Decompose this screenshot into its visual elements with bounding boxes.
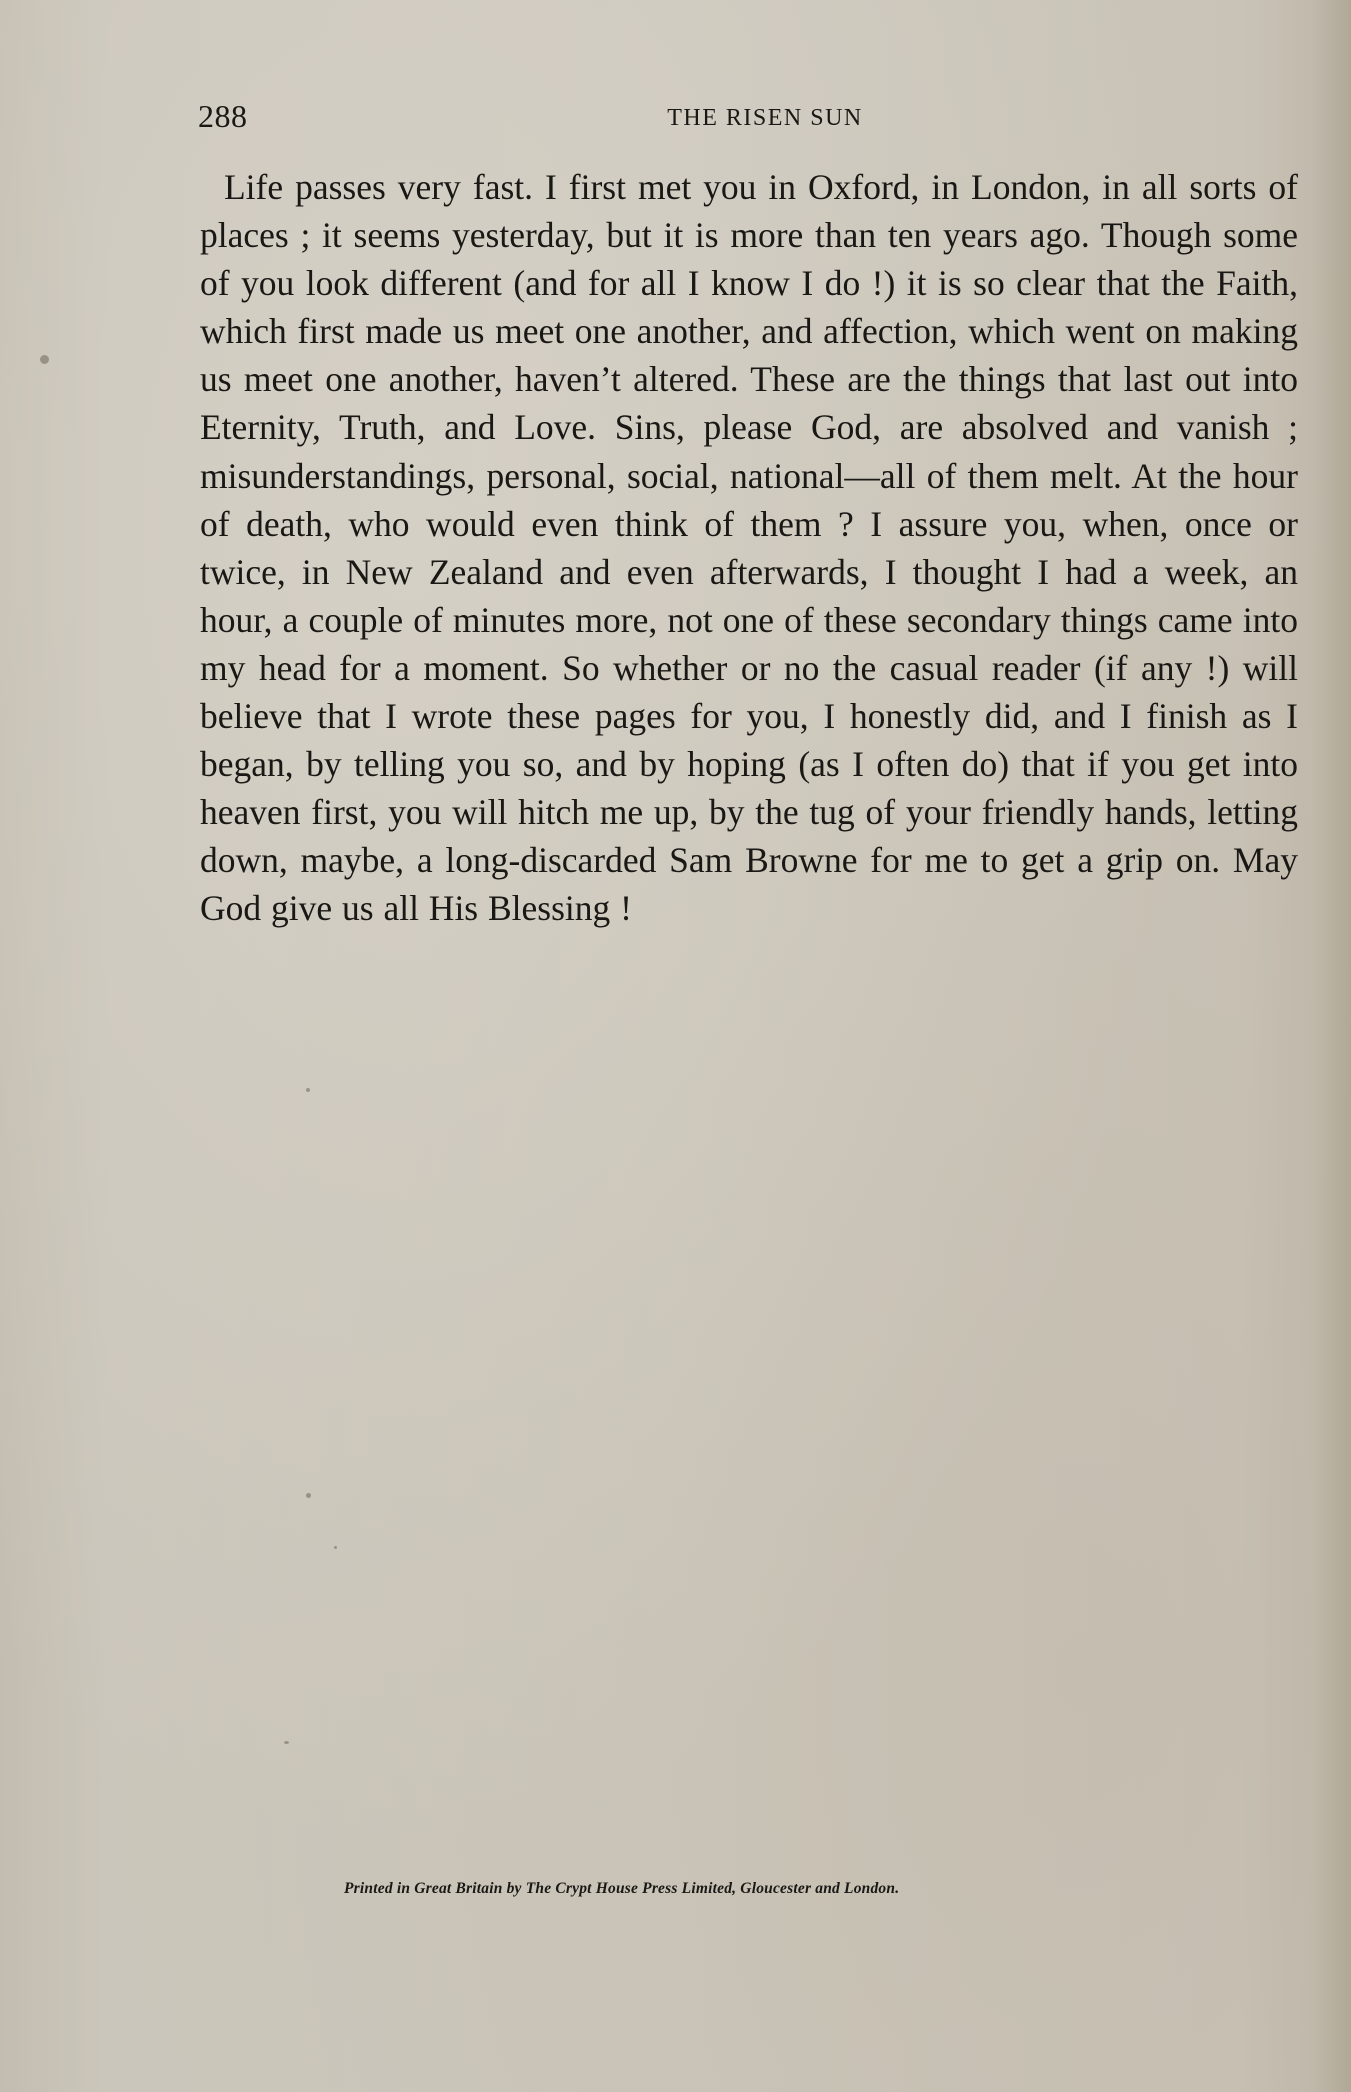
running-title: THE RISEN SUN [667, 105, 863, 131]
body-paragraph: Life passes very fast. I first met you in Oxford, in London, in all sorts of places ; it seems yesterday, but it is more than ten years ago. Though some of you look different (and for all I know I do !) it is so clear that the Faith, which first made us meet one another, and affection, which went on making us meet one another, haven’t altered. These are the things that last out into Eternity, Truth, and Love. Sins, please God, are absolved and vanish ; misunderstandings, personal, social, national—all of them melt. At the hour of death, who would even think of them ? I assure you, when, once or twice, in New Zealand and even afterwards, I thought I had a week, an hour, a couple of minutes more, not one of these secondary things came into my head for a moment. So whether or no the casual reader (if any !) will believe that I wrote these pages for you, I honestly did, and I finish as I began, by telling you so, and by hoping (as I often do) that if you get into heaven first, you will hitch me up, by the tug of your friendly hands, letting down, maybe, a long-discarded Sam Browne for me to get a grip on. May God give us all His Blessing ! [200, 167, 1298, 929]
page-number: 288 [198, 98, 248, 134]
paper-speck [306, 1088, 310, 1092]
paper-speck [334, 1546, 337, 1549]
paper-speck [284, 1741, 289, 1744]
paper-speck [40, 355, 49, 364]
paper-speck [306, 1493, 311, 1498]
printer-imprint: Printed in Great Britain by The Crypt House Press Limited, Gloucester and London. [344, 1880, 900, 1897]
